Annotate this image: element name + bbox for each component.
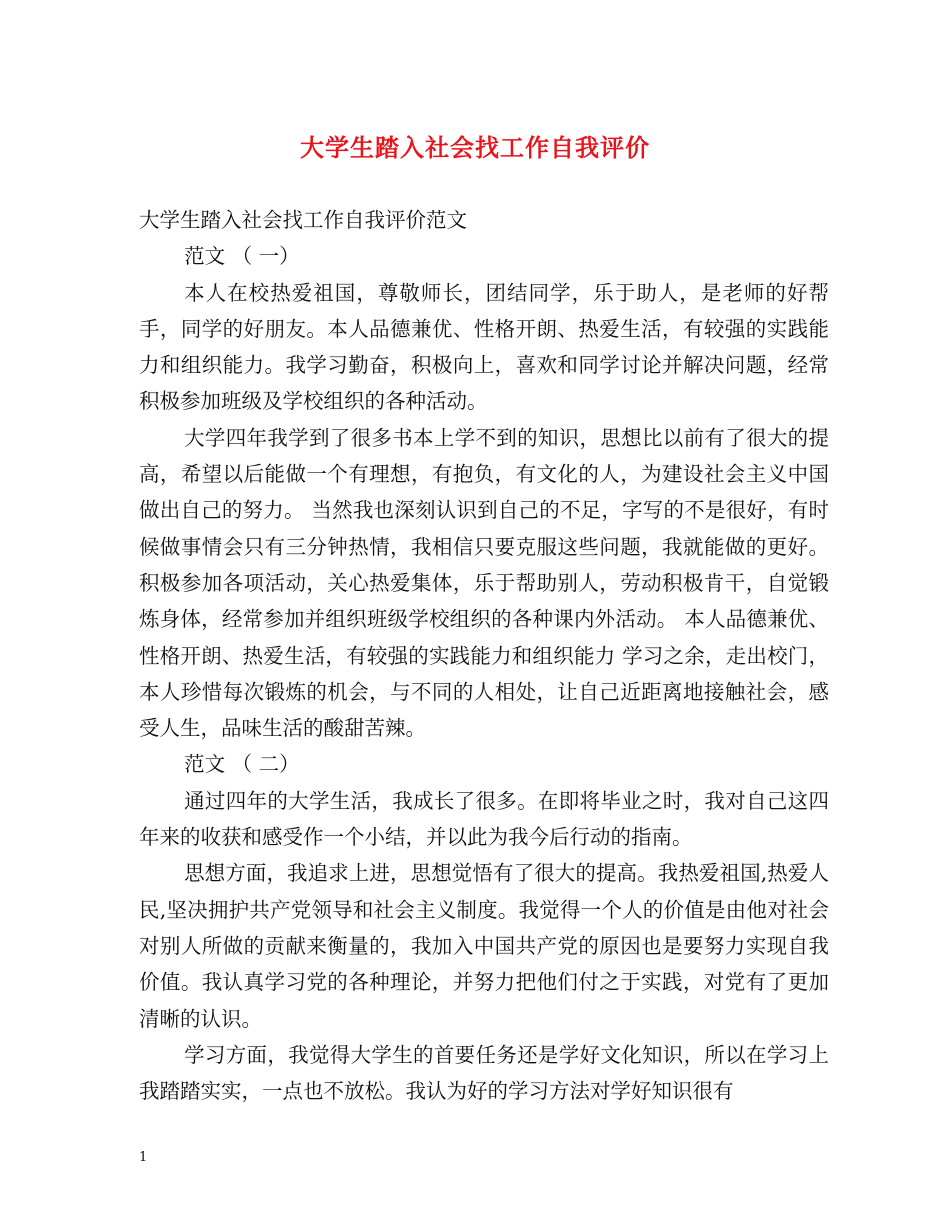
section-heading-1: 范文 （ 一） xyxy=(184,244,300,269)
section-heading-2: 范文 （ 二） xyxy=(184,752,300,777)
paragraph-1: 本人在校热爱祖国，尊敬师长，团结同学，乐于助人，是老师的好帮手，同学的好朋友。本人品德兼优、性格开朗、热爱生活，有较强的实践能力和组织能力。我学习勤奋，积极向上，喜欢和同学讨论并解决问题，经常积极参加班级及学校组织的各种活动。 xyxy=(139,280,829,414)
paragraph-3: 通过四年的大学生活，我成长了很多。在即将毕业之时，我对自己这四年来的收获和感受作一个小结，并以此为我今后行动的指南。 xyxy=(139,788,829,850)
document-title: 大学生踏入社会找工作自我评价 xyxy=(300,133,650,162)
document-body xyxy=(139,202,829,1109)
paragraph-5: 学习方面，我觉得大学生的首要任务还是学好文化知识，所以在学习上我踏踏实实，一点也不放松。我认为好的学习方法对学好知识很有 xyxy=(139,1042,829,1104)
paragraph-4: 思想方面，我追求上进，思想觉悟有了很大的提高。我热爱祖国,热爱人民,坚决拥护共产党领导和社会主义制度。我觉得一个人的价值是由他对社会对别人所做的贡献来衡量的，我加入中国共产党的原因也是要努力实现自我价值。我认真学习党的各种理论，并努力把他们付之于实践，对党有了更加清晰的认识。 xyxy=(139,861,829,1031)
page-number: 1 xyxy=(139,1150,148,1165)
paragraph-2: 大学四年我学到了很多书本上学不到的知识，思想比以前有了很大的提高，希望以后能做一个有理想，有抱负，有文化的人，为建设社会主义中国做出自己的努力。 当然我也深刻认识到自己的不足，字写的不是很好，有时候做事情会只有三分钟热情，我相信只要克服这些问题，我就能做的更好。 积极参加各项活动，关心热爱集体，乐于帮助别人，劳动积极肯干，自觉锻炼身体，经常参加并组织班级学校组织的各种课内外活动。 本人品德兼优、性格开朗、热爱生活，有较强的实践能力和组织能力 学习之余，走出校门，本人珍惜每次锻炼的机会，与不同的人相处，让自己近距离地接触社会，感受人生，品味生活的酸甜苦辣。 xyxy=(139,425,829,741)
document-subtitle: 大学生踏入社会找工作自我评价范文 xyxy=(139,208,467,232)
